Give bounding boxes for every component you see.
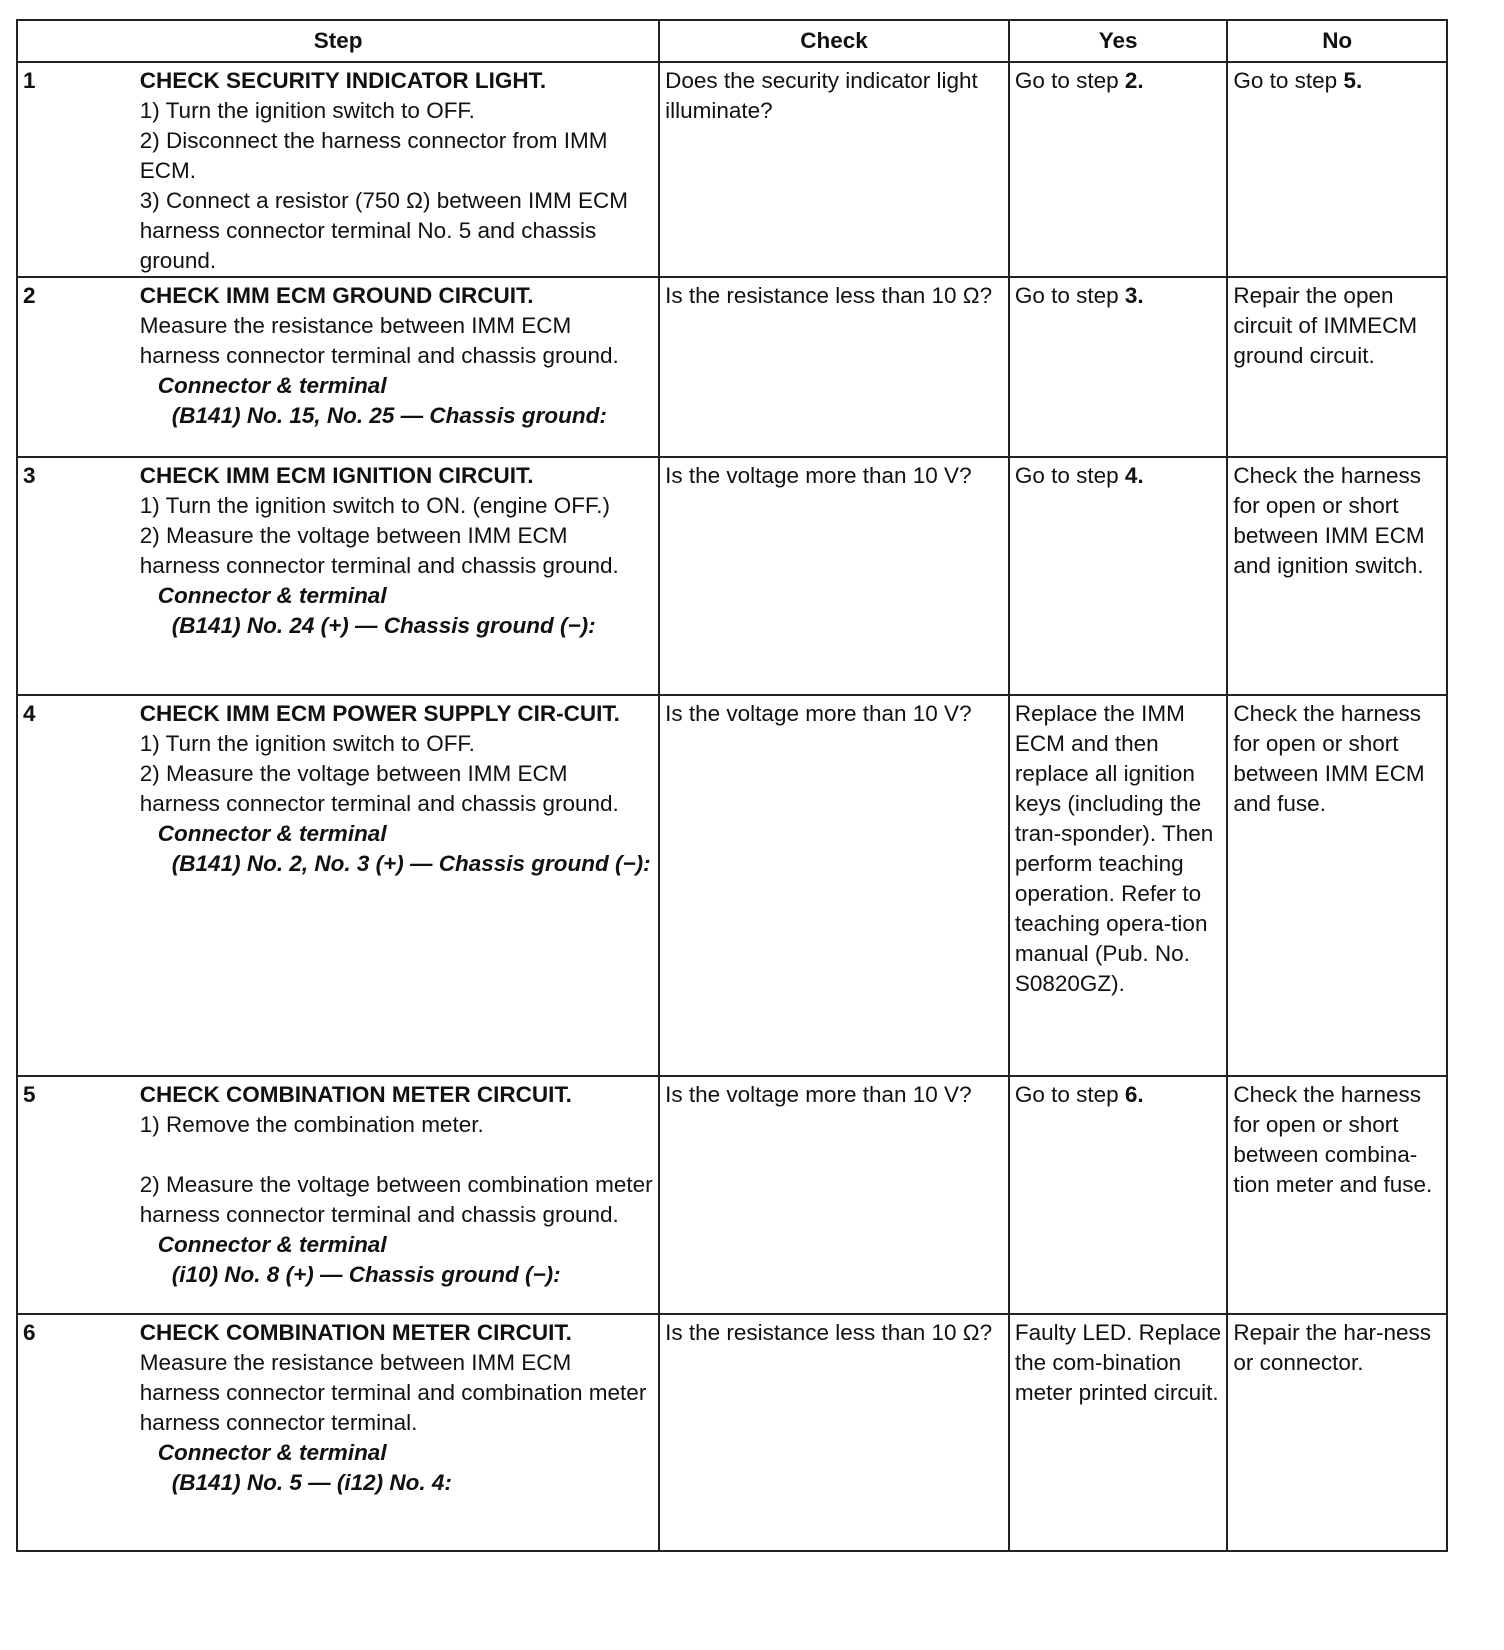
step-title: CHECK COMBINATION METER CIRCUIT. <box>139 1320 572 1345</box>
step-number: 1 <box>17 62 140 277</box>
yes-step-ref: 3. <box>1124 283 1144 308</box>
table-row <box>17 1076 1447 1314</box>
step-content <box>140 1314 659 1551</box>
yes-text: Go to step <box>1014 1082 1125 1107</box>
step-instruction: 1) Turn the ignition switch to ON. (engine OFF.) <box>139 493 610 518</box>
yes-cell <box>1009 62 1228 277</box>
connector-value: (B141) No. 2, No. 3 (+) — Chassis ground (−): <box>171 851 651 876</box>
table-row <box>17 62 1447 277</box>
step-instruction: 1) Turn the ignition switch to OFF. <box>139 98 475 123</box>
table-row <box>17 695 1447 1076</box>
no-cell: Check the harness for open or short between IMM ECM and fuse. <box>1227 695 1447 1076</box>
step-content <box>140 457 659 695</box>
step-number: 4 <box>17 695 140 1076</box>
no-cell: Check the harness for open or short between combina-tion meter and fuse. <box>1227 1076 1447 1314</box>
connector-value: (B141) No. 5 — (i12) No. 4: <box>171 1470 452 1495</box>
no-step-ref: 5. <box>1343 68 1363 93</box>
step-number: 5 <box>17 1076 140 1314</box>
step-instruction: 1) Turn the ignition switch to OFF. <box>139 731 475 756</box>
step-instruction: 2) Measure the voltage between combination meter harness connector terminal and chassis ground. <box>139 1172 653 1227</box>
connector-label: Connector & terminal <box>157 821 387 846</box>
step-title: CHECK IMM ECM GROUND CIRCUIT. <box>139 283 534 308</box>
diagnostic-table <box>16 19 1448 1552</box>
step-content <box>140 695 659 1076</box>
yes-step-ref: 6. <box>1124 1082 1144 1107</box>
step-instruction: 1) Remove the combination meter. <box>139 1112 484 1137</box>
step-title: CHECK COMBINATION METER CIRCUIT. <box>139 1082 572 1107</box>
connector-label: Connector & terminal <box>157 373 387 398</box>
step-instruction: Measure the resistance between IMM ECM harness connector terminal and combination meter harness connector terminal. <box>139 1350 647 1435</box>
yes-step-ref: 4. <box>1124 463 1144 488</box>
step-instruction: 2) Disconnect the harness connector from IMM ECM. <box>139 128 608 183</box>
yes-text: Go to step <box>1014 283 1125 308</box>
no-cell: Repair the open circuit of IMMECM ground circuit. <box>1227 277 1447 457</box>
step-content <box>140 62 659 277</box>
check-cell: Is the resistance less than 10 Ω? <box>659 1314 1009 1551</box>
step-title: CHECK IMM ECM IGNITION CIRCUIT. <box>139 463 534 488</box>
step-number: 6 <box>17 1314 140 1551</box>
step-instruction: 2) Measure the voltage between IMM ECM harness connector terminal and chassis ground. <box>139 761 619 816</box>
no-text: Go to step <box>1233 68 1344 93</box>
connector-label: Connector & terminal <box>157 583 387 608</box>
yes-cell: Faulty LED. Replace the com-bination meter printed circuit. <box>1009 1314 1228 1551</box>
no-cell: Repair the har-ness or connector. <box>1227 1314 1447 1551</box>
blank-line <box>140 1140 653 1170</box>
yes-cell <box>1009 277 1228 457</box>
step-number: 3 <box>17 457 140 695</box>
table-row <box>17 277 1447 457</box>
yes-text: Go to step <box>1014 463 1125 488</box>
check-cell: Is the voltage more than 10 V? <box>659 1076 1009 1314</box>
connector-value: (B141) No. 24 (+) — Chassis ground (−): <box>171 613 596 638</box>
yes-step-ref: 2. <box>1124 68 1144 93</box>
yes-text: Go to step <box>1014 68 1125 93</box>
step-instruction: 3) Connect a resistor (750 Ω) between IMM ECM harness connector terminal No. 5 and chassis ground. <box>139 188 629 273</box>
table-row <box>17 457 1447 695</box>
step-number: 2 <box>17 277 140 457</box>
no-cell: Check the harness for open or short between IMM ECM and ignition switch. <box>1227 457 1447 695</box>
connector-label: Connector & terminal <box>157 1232 387 1257</box>
connector-value: (i10) No. 8 (+) — Chassis ground (−): <box>171 1262 561 1287</box>
no-cell <box>1227 62 1447 277</box>
connector-label: Connector & terminal <box>157 1440 387 1465</box>
check-cell: Is the voltage more than 10 V? <box>659 695 1009 1076</box>
header-no: No <box>1227 20 1447 62</box>
yes-cell <box>1009 457 1228 695</box>
step-content <box>140 1076 659 1314</box>
step-instruction: Measure the resistance between IMM ECM harness connector terminal and chassis ground. <box>139 313 619 368</box>
yes-cell <box>1009 1076 1228 1314</box>
step-instruction: 2) Measure the voltage between IMM ECM harness connector terminal and chassis ground. <box>139 523 619 578</box>
step-title: CHECK IMM ECM POWER SUPPLY CIR-CUIT. <box>139 701 620 726</box>
header-check: Check <box>659 20 1009 62</box>
step-title: CHECK SECURITY INDICATOR LIGHT. <box>139 68 547 93</box>
step-content <box>140 277 659 457</box>
table-row <box>17 1314 1447 1551</box>
header-row <box>17 20 1447 62</box>
check-cell: Does the security indicator light illuminate? <box>659 62 1009 277</box>
header-yes: Yes <box>1009 20 1228 62</box>
check-cell: Is the voltage more than 10 V? <box>659 457 1009 695</box>
yes-cell: Replace the IMM ECM and then replace all ignition keys (including the tran-sponder). Then perform teaching operation. Refer to teaching opera-tion manual (Pub. No. S0820GZ). <box>1009 695 1228 1076</box>
connector-value: (B141) No. 15, No. 25 — Chassis ground: <box>171 403 607 428</box>
check-cell: Is the resistance less than 10 Ω? <box>659 277 1009 457</box>
header-step: Step <box>17 20 659 62</box>
